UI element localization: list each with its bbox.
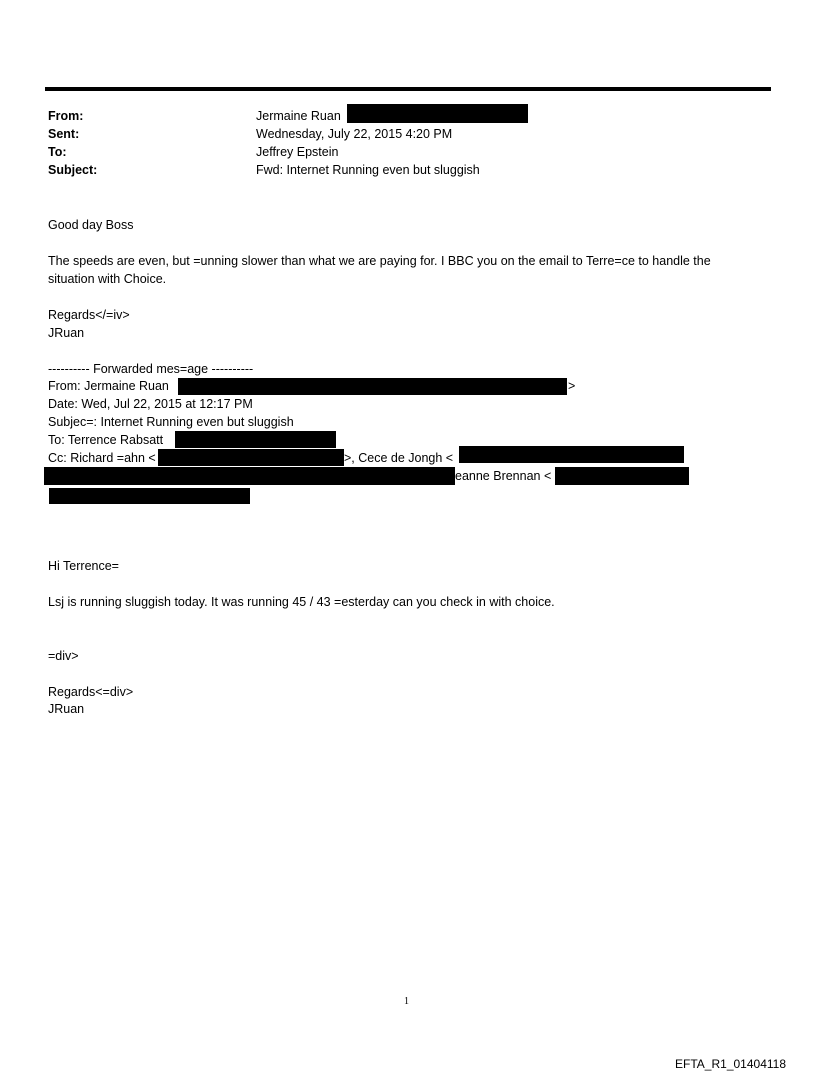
redaction-bar	[555, 467, 689, 485]
sent-label: Sent:	[48, 127, 80, 141]
forwarded-from: From: Jermaine Ruan	[48, 379, 169, 393]
from-label: From:	[48, 109, 84, 123]
redaction-bar	[347, 104, 528, 123]
forwarded-cc-b: >, Cece de Jongh <	[344, 451, 454, 465]
redaction-bar	[49, 488, 250, 504]
redaction-bar	[178, 378, 567, 395]
body-paragraph-2: Lsj is running sluggish today. It was running 45 / 43 =esterday can you check in with choice.	[48, 595, 555, 609]
forwarded-cc-c: eanne Brennan <	[455, 469, 552, 483]
regards-1: Regards</=iv>	[48, 308, 130, 322]
body-paragraph-1-line-2: situation with Choice.	[48, 272, 167, 286]
signature-1: JRuan	[48, 326, 85, 340]
div-fragment: =div>	[48, 649, 79, 663]
forwarded-subject: Subjec=: Internet Running even but sluggish	[48, 415, 294, 429]
greeting: Good day Boss	[48, 218, 134, 232]
regards-2: Regards<=div>	[48, 685, 134, 699]
bates-number: EFTA_R1_01404118	[675, 1057, 786, 1071]
to-value: Jeffrey Epstein	[256, 145, 339, 159]
redaction-bar	[175, 431, 336, 448]
from-value: Jermaine Ruan	[256, 109, 341, 123]
redaction-bar	[158, 449, 344, 466]
forwarded-to: To: Terrence Rabsatt	[48, 433, 164, 447]
forwarded-from-tail: >	[568, 379, 576, 393]
page-number: 1	[404, 996, 409, 1007]
subject-label: Subject:	[48, 163, 98, 177]
body-paragraph-1-line-1: The speeds are even, but =unning slower than what we are paying for. I BBC you on the email to Terre=ce to handle the	[48, 254, 711, 268]
signature-2: JRuan	[48, 702, 85, 716]
sent-value: Wednesday, July 22, 2015 4:20 PM	[256, 127, 453, 141]
forwarded-cc-a: Cc: Richard =ahn <	[48, 451, 156, 465]
subject-value: Fwd: Internet Running even but sluggish	[256, 163, 480, 177]
forwarded-date: Date: Wed, Jul 22, 2015 at 12:17 PM	[48, 397, 253, 411]
to-label: To:	[48, 145, 67, 159]
header-rule	[45, 87, 771, 91]
redaction-bar	[44, 467, 455, 485]
hi-greeting: Hi Terrence=	[48, 559, 119, 573]
forwarded-marker: ---------- Forwarded mes=age ----------	[48, 362, 254, 376]
redaction-bar	[459, 446, 684, 463]
